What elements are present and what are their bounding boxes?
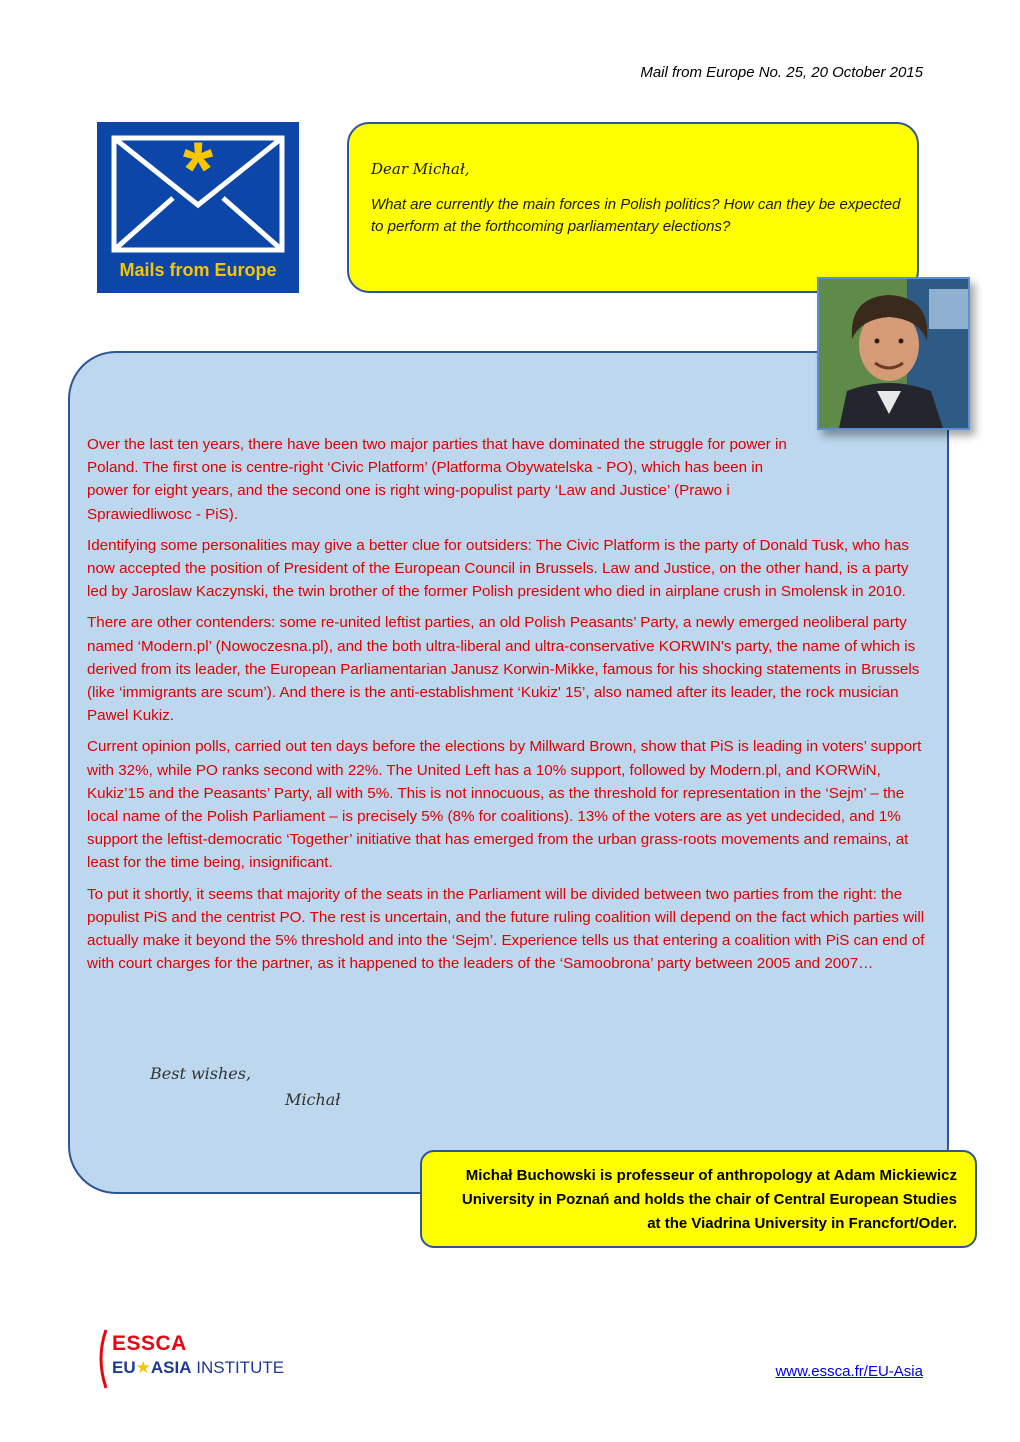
star-icon: ★ xyxy=(135,1358,151,1377)
letter-paragraph-1: Over the last ten years, there have been two major parties that have dominated the struggle for power in Poland. The first one is centre-right ‘Civic Platform’ (Platforma Obywatelska - PO), which has been in power for eight years, and the second one is right wing-populist party ‘Law and Justice’ (Prawo i Sprawiedliwosc - PiS). xyxy=(87,436,787,523)
greeting: Dear Michał, xyxy=(371,160,470,178)
bio-box xyxy=(420,1150,977,1248)
eu-text: EU xyxy=(112,1358,136,1377)
signature: Michał xyxy=(285,1090,341,1109)
question-text: What are currently the main forces in Polish politics? How can they be expected to perform at the forthcoming parliamentary elections? xyxy=(371,196,901,235)
mails-from-europe-logo xyxy=(97,122,299,293)
institute-text: INSTITUTE xyxy=(196,1358,285,1377)
eu-asia-institute-wordmark xyxy=(112,1358,284,1378)
svg-text:*: * xyxy=(182,125,214,213)
letter-paragraph-3: There are other contenders: some re-united leftist parties, an old Polish Peasants’ Party, a newly emerged neoliberal party named ‘Modern.pl’ (Nowoczesna.pl), and the both ultra-liberal and ultra-conservative KORWIN's party, the name of which is derived from its leader, the European Parliamentarian Janusz Korwin-Mikke, famous for his shocking statements in Brussels (like ‘immigrants are scum’). And there is the anti-establishment ‘Kukiz' 15’, also named after its leader, the rock musician Pawel Kukiz. xyxy=(87,614,920,725)
essca-wordmark: ESSCA xyxy=(112,1332,187,1355)
website-link[interactable]: www.essca.fr/EU-Asia xyxy=(775,1363,923,1380)
letter-paragraph-4: Current opinion polls, carried out ten days before the elections by Millward Brown, show that PiS is leading in voters’ support with 32%, while PO ranks second with 22%. The United Left has a 10% support, followed by Modern.pl, and KORWiN, Kukiz’15 and the Peasants’ Party, all with 5%. This is not innocuous, as the threshold for representation in the ‘Sejm’ – the local name of the Polish Parliament – is precisely 5% (8% for coalitions). 13% of the voters are as yet undecided, and 1% support the leftist-democratic ‘Together’ initiative that has emerged from the urban grass-roots movements and remains, at least for the time being, insignificant. xyxy=(87,738,922,872)
letter-body xyxy=(87,433,927,983)
bio-text: Michał Buchowski is professeur of anthropology at Adam Mickiewicz University in Poznań and holds the chair of Central European Studies at the Viadrina University in Francfort/Oder. xyxy=(461,1167,957,1232)
portrait-photo xyxy=(817,277,970,430)
letter-paragraph-5: To put it shortly, it seems that majority of the seats in the Parliament will be divided between two parties from the right: the populist PiS and the centrist PO. The rest is uncertain, and the future ruling coalition will depend on the fact which parties will actually make it beyond the 5% threshold and into the ‘Sejm’. Experience tells us that entering a coalition with PiS can end of with court charges for the partner, as it happened to the leaders of the ‘Samoobrona’ party between 2005 and 2007… xyxy=(87,885,925,973)
question-box xyxy=(347,122,919,293)
asia-text: ASIA xyxy=(150,1358,192,1377)
signoff: Best wishes, xyxy=(150,1064,252,1083)
header-line: Mail from Europe No. 25, 20 October 2015 xyxy=(640,64,923,81)
letter-paragraph-2: Identifying some personalities may give a better clue for outsiders: The Civic Platform is the party of Donald Tusk, who has now accepted the position of President of the European Council in Brussels. Law and Justice, on the other hand, is a party led by Jaroslaw Kaczynski, the twin brother of the former Polish president who died in airplane crush in Smolensk in 2010. xyxy=(87,536,909,601)
red-arc-icon xyxy=(96,1328,110,1390)
logo-label: Mails from Europe xyxy=(119,260,277,280)
